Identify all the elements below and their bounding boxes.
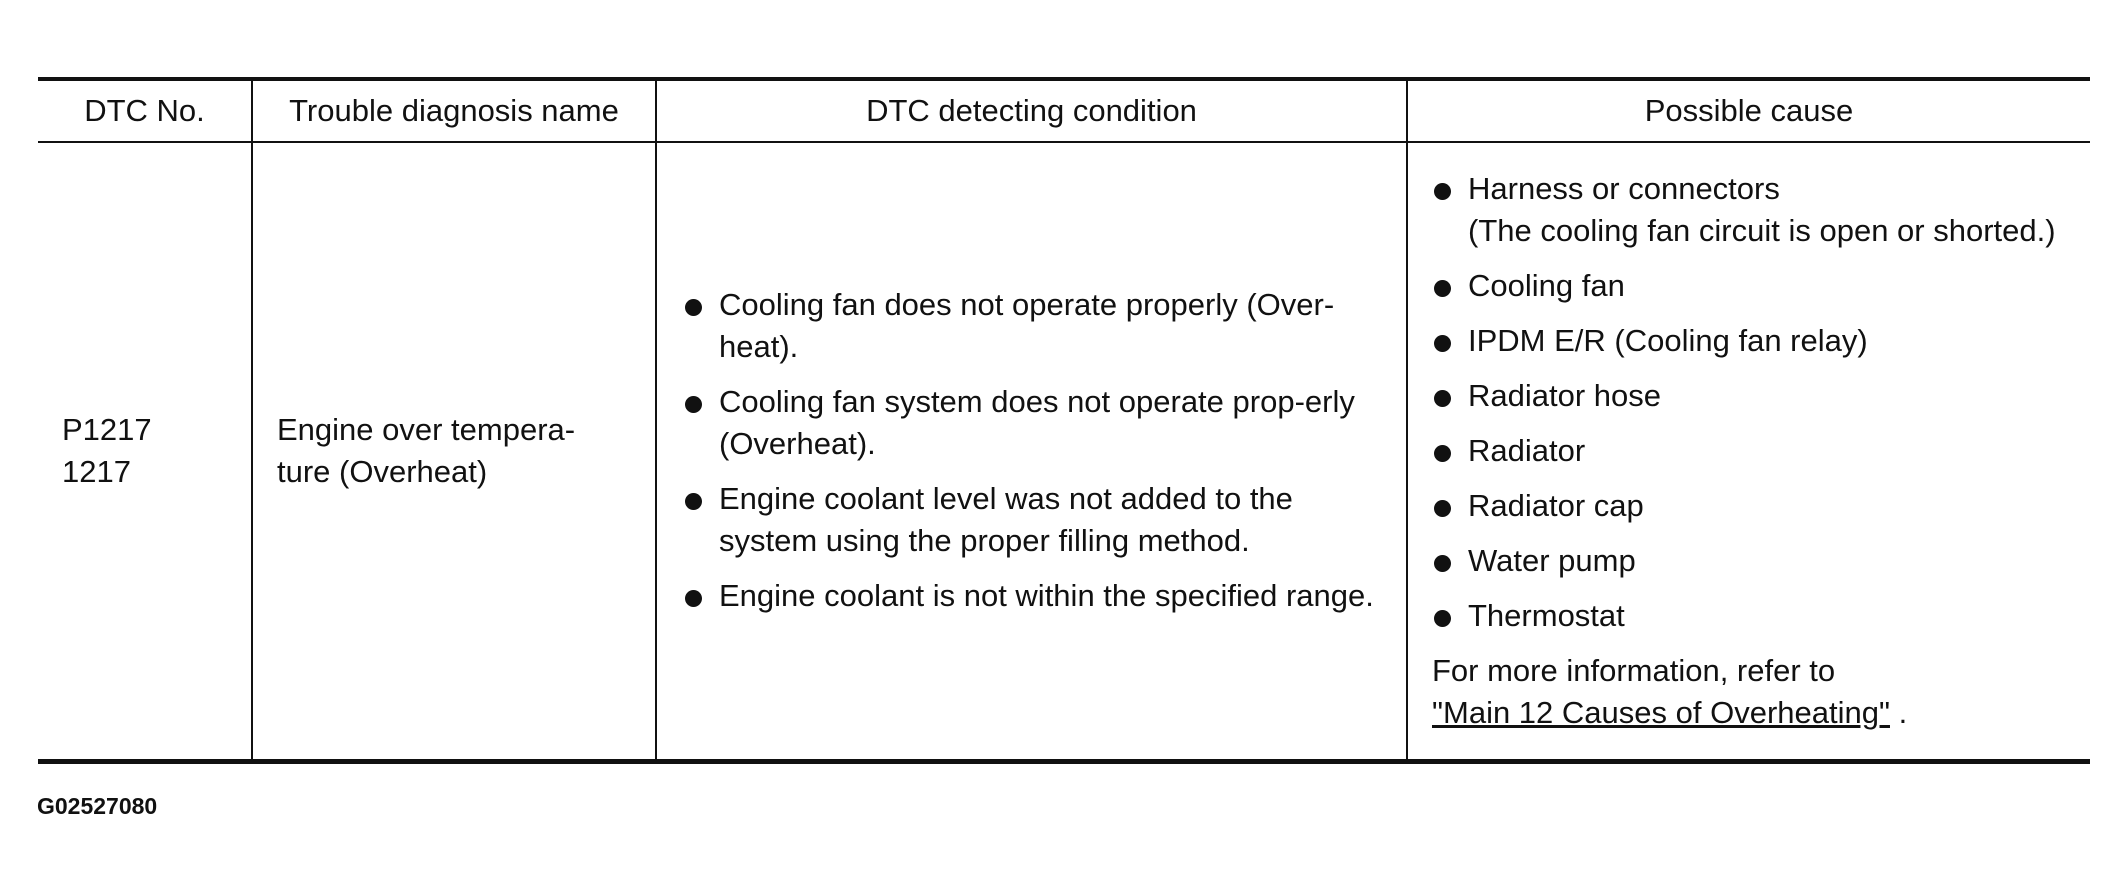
bullet-icon [1434,555,1451,572]
table-header-row [38,79,2090,142]
trouble-name-line: ture (Overheat) [277,453,488,489]
condition-list [683,284,1396,617]
detecting-condition-cell [656,142,1407,761]
more-info [1432,650,2070,734]
cause-text: Water pump [1468,542,1636,578]
cause-text: Radiator hose [1468,377,1662,413]
trouble-name-cell [252,142,656,761]
condition-text: Cooling fan system does not operate prop-erly (Overheat). [719,384,1355,462]
bullet-icon [1434,610,1451,627]
list-item [1432,168,2070,252]
list-item [1432,540,2070,582]
cause-text: Radiator [1468,432,1586,468]
bullet-icon [1434,280,1451,297]
list-item [683,478,1396,562]
cause-list [1432,168,2070,637]
more-info-reference [1432,692,2070,734]
cause-text: Harness or connectors [1468,170,1780,206]
more-info-suffix: . [1889,694,1908,730]
list-item [1432,430,2070,472]
header-dtc-no: DTC No. [38,79,252,142]
figure-id: G02527080 [37,793,158,819]
bullet-icon [1434,183,1451,200]
list-item [1432,485,2070,527]
list-item [683,381,1396,465]
trouble-name-line: Engine over tempera- [277,411,576,447]
bullet-icon [685,299,702,316]
overheating-causes-link[interactable]: "Main 12 Causes of Overheating" [1432,694,1890,730]
condition-text: Cooling fan does not operate properly (Over-heat). [719,287,1335,365]
cause-text: Thermostat [1468,597,1625,633]
more-info-text: For more information, refer to [1432,652,1836,688]
cause-note: (The cooling fan circuit is open or shorted.) [1468,212,2056,248]
list-item [1432,375,2070,417]
bullet-icon [685,590,702,607]
condition-text: Engine coolant is not within the specified range. [719,578,1374,614]
header-possible-cause: Possible cause [1407,79,2090,142]
bullet-icon [1434,390,1451,407]
table-row [38,142,2090,761]
header-trouble-name: Trouble diagnosis name [252,79,656,142]
list-item [683,575,1396,617]
list-item [683,284,1396,368]
dtc-code-cell [38,142,252,761]
cause-text: IPDM E/R (Cooling fan relay) [1468,322,1868,358]
bullet-icon [1434,500,1451,517]
list-item [1432,595,2070,637]
dtc-table [38,77,2090,764]
dtc-code: P1217 [62,411,152,447]
bullet-icon [685,493,702,510]
bullet-icon [1434,445,1451,462]
bullet-icon [685,396,702,413]
condition-text: Engine coolant level was not added to the system using the proper filling method. [719,481,1293,559]
cause-text: Radiator cap [1468,487,1644,523]
list-item [1432,320,2070,362]
bullet-icon [1434,335,1451,352]
cause-text: Cooling fan [1468,267,1625,303]
header-detecting-condition: DTC detecting condition [656,79,1407,142]
possible-cause-cell [1407,142,2090,761]
dtc-table-container [38,77,2090,764]
dtc-code: 1217 [62,453,131,489]
list-item [1432,265,2070,307]
